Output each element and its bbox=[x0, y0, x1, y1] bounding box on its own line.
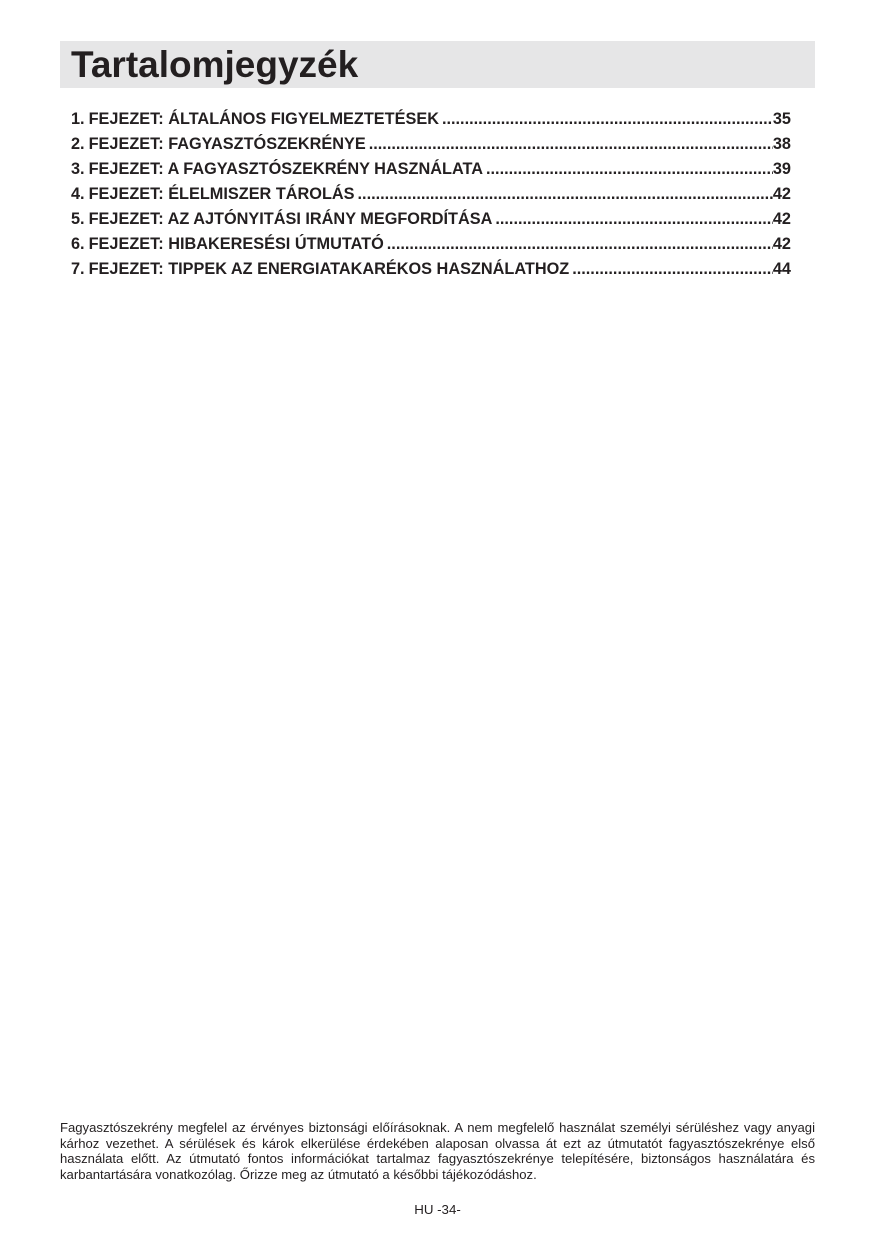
page-number: HU -34- bbox=[414, 1202, 461, 1217]
toc-entry-title: FEJEZET: FAGYASZTÓSZEKRÉNYE bbox=[88, 135, 366, 153]
toc-entry-chapter-2[interactable] bbox=[71, 132, 791, 157]
toc-entry-title: FEJEZET: TIPPEK AZ ENERGIATAKARÉKOS HASZNÁLATHOZ bbox=[88, 260, 570, 278]
toc-entry-page: 38 bbox=[772, 135, 791, 153]
toc-entry-number: 1. bbox=[71, 110, 85, 128]
toc-entry-number: 2. bbox=[71, 135, 85, 153]
toc-entry-number: 3. bbox=[71, 160, 85, 178]
toc-dot-leader bbox=[483, 157, 773, 182]
toc-entry-page: 39 bbox=[772, 160, 791, 178]
toc-entry-page: 42 bbox=[772, 185, 791, 203]
toc-entry-chapter-5[interactable] bbox=[71, 207, 791, 232]
toc-entry-chapter-1[interactable] bbox=[71, 107, 791, 132]
toc-dot-leader bbox=[439, 107, 773, 132]
toc-entry-chapter-6[interactable] bbox=[71, 232, 791, 257]
title-bar bbox=[60, 41, 815, 88]
table-of-contents bbox=[71, 107, 791, 282]
toc-entry-page: 35 bbox=[772, 110, 791, 128]
toc-dot-leader bbox=[492, 207, 773, 232]
toc-entry-page: 42 bbox=[772, 210, 791, 228]
toc-entry-page: 42 bbox=[772, 235, 791, 253]
toc-entry-chapter-7[interactable] bbox=[71, 257, 791, 282]
toc-dot-leader bbox=[384, 232, 773, 257]
toc-entry-title: FEJEZET: ÁLTALÁNOS FIGYELMEZTETÉSEK bbox=[88, 110, 439, 128]
toc-entry-title: FEJEZET: AZ AJTÓNYITÁSI IRÁNY MEGFORDÍTÁSA bbox=[88, 210, 493, 228]
page-title: Tartalomjegyzék bbox=[71, 44, 359, 85]
toc-entry-title: FEJEZET: A FAGYASZTÓSZEKRÉNY HASZNÁLATA bbox=[88, 160, 483, 178]
toc-entry-number: 4. bbox=[71, 185, 85, 203]
safety-notice-paragraph: Fagyasztószekrény megfelel az érvényes biztonsági előírásoknak. A nem megfelelő használat személyi sérüléshez vagy anyagi kárhoz vezethet. A sérülések és károk elkerülése érdekében alaposan olvassa át ezt az útmutatót fagyasztószekrénye első használata előtt. Az útmutató fontos információkat tartalmaz fagyasztószekrénye telepítésére, biztonságos használatára és karbantartására vonatkozólag. Őrizze meg az útmutató a későbbi tájékozódáshoz. bbox=[60, 1120, 815, 1182]
toc-entry-number: 6. bbox=[71, 235, 85, 253]
toc-entry-chapter-4[interactable] bbox=[71, 182, 791, 207]
toc-entry-title: FEJEZET: HIBAKERESÉSI ÚTMUTATÓ bbox=[88, 235, 384, 253]
toc-dot-leader bbox=[569, 257, 773, 282]
toc-entry-chapter-3[interactable] bbox=[71, 157, 791, 182]
toc-dot-leader bbox=[366, 132, 773, 157]
toc-entry-number: 5. bbox=[71, 210, 85, 228]
toc-entry-page: 44 bbox=[772, 260, 791, 278]
toc-entry-title: FEJEZET: ÉLELMISZER TÁROLÁS bbox=[88, 185, 355, 203]
toc-entry-number: 7. bbox=[71, 260, 85, 278]
toc-dot-leader bbox=[355, 182, 773, 207]
